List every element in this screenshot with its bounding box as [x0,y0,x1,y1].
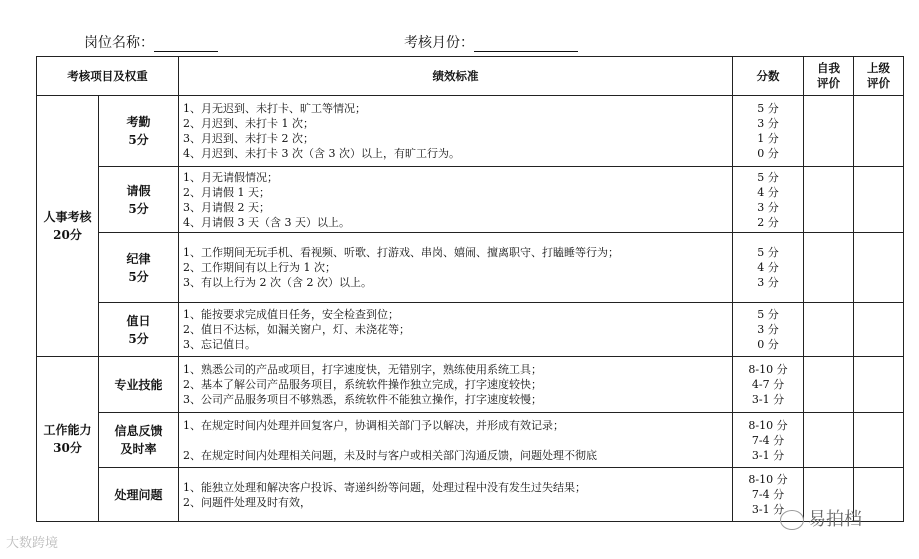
assessment-month-field [404,32,578,52]
score-line: 4 分 [757,185,779,199]
standard-cell [179,303,733,357]
table-row [37,468,904,522]
position-name-field [84,32,218,52]
header-standard: 绩效标准 [179,57,733,96]
superior-eval-cell[interactable] [854,96,904,167]
table-row [37,303,904,357]
table-row [37,167,904,233]
score-line: 3 分 [757,200,779,214]
score-line: 8-10 分 [748,363,788,376]
score-line: 4 分 [757,261,779,274]
standard-line: 3、有以上行为 2 次（含 2 次）以上。 [183,276,372,289]
standard-line: 4、月迟到、未打卡 3 次（含 3 次）以上，有旷工行为。 [183,147,460,160]
standard-line: 2、问题件处理及时有效， [183,495,311,509]
score-line: 5 分 [757,102,779,115]
score-line: 5 分 [757,308,779,321]
score-line: 0 分 [757,338,779,351]
table-row [37,357,904,413]
table-header-row [37,57,904,96]
standard-line: 2、月迟到、未打卡 1 次； [183,117,314,130]
position-name-blank[interactable] [154,37,218,52]
score-line: 7-4 分 [751,488,785,501]
standard-line: 1、工作期间无玩手机、看视频、听歌、打游戏、串岗、嬉闹、擅离职守、打瞌睡等行为； [183,246,619,259]
score-cell [733,96,804,167]
standard-line: 2、值日不达标，如漏关窗户，灯、未浇花等； [183,323,410,336]
header-score: 分数 [733,57,804,96]
header-item: 考核项目及权重 [37,57,179,96]
standard-line: 2、工作期间有以上行为 1 次； [183,261,336,274]
watermark-left: 大数跨境 [6,536,59,551]
self-eval-cell[interactable] [804,357,854,413]
score-line: 1 分 [757,132,779,145]
standard-line: 1、能独立处理和解决客户投诉、寄递纠纷等问题，处理过程中没有发生过失结果； [183,480,586,494]
standard-line: 2、基本了解公司产品服务项目，系统软件操作独立完成，打字速度较快； [183,378,542,391]
score-line: 2 分 [757,215,779,229]
self-eval-cell[interactable] [804,96,854,167]
score-cell [733,233,804,303]
standard-cell [179,468,733,522]
assessment-month-blank[interactable] [474,37,578,52]
standard-cell [179,413,733,468]
wechat-icon [780,510,804,530]
score-line: 8-10 分 [748,418,788,432]
item-name-cell: 考勤 5分 [99,96,179,167]
superior-eval-cell[interactable] [854,233,904,303]
score-line: 3-1 分 [751,448,785,462]
score-cell [733,303,804,357]
standard-cell [179,167,733,233]
item-name-cell: 请假 5分 [99,167,179,233]
score-line: 4-7 分 [751,378,785,391]
table-row [37,413,904,468]
self-eval-cell[interactable] [804,303,854,357]
superior-eval-cell[interactable] [854,413,904,468]
standard-line: 4、月请假 3 天（含 3 天）以上。 [183,215,350,229]
standard-line: 2、月请假 1 天； [183,185,270,199]
superior-eval-cell[interactable] [854,357,904,413]
score-line: 3-1 分 [751,503,785,516]
standard-line: 2、在规定时间内处理相关问题，未及时与客户或相关部门沟通反馈，问题处理不彻底 [183,448,597,462]
item-name-cell: 纪律 5分 [99,233,179,303]
assessment-month-label: 考核月份： [404,35,474,51]
score-line: 8-10 分 [748,473,788,486]
category-cell: 工作能力 30分 [37,357,99,522]
self-eval-cell[interactable] [804,167,854,233]
position-name-label: 岗位名称： [84,35,154,51]
category-cell: 人事考核 20分 [37,96,99,357]
score-cell [733,357,804,413]
standard-line: 1、能按要求完成值日任务，安全检查到位； [183,308,399,321]
self-eval-cell[interactable] [804,233,854,303]
item-name-cell: 专业技能 [99,357,179,413]
score-line: 7-4 分 [751,433,785,447]
standard-line: 1、月无迟到、未打卡、旷工等情况； [183,102,366,115]
score-line: 3 分 [757,323,779,336]
standard-cell [179,357,733,413]
performance-table [36,56,904,522]
header-superior-eval: 上级 评价 [854,57,904,96]
standard-line: 3、月迟到、未打卡 2 次； [183,132,314,145]
superior-eval-cell[interactable] [854,303,904,357]
standard-line: 3、月请假 2 天； [183,200,270,214]
standard-line [183,433,728,448]
standard-line: 1、熟悉公司的产品或项目，打字速度快，无错别字，熟练使用系统工具； [183,363,542,376]
standard-cell [179,96,733,167]
standard-line: 3、忘记值日。 [183,338,256,351]
standard-line: 1、在规定时间内处理并回复客户，协调相关部门予以解决，并形成有效记录； [183,418,564,432]
watermark-right [780,505,862,531]
score-line: 0 分 [757,147,779,160]
score-cell [733,413,804,468]
item-name-cell: 值日 5分 [99,303,179,357]
item-name-cell: 处理问题 [99,468,179,522]
score-line: 3 分 [757,117,779,130]
self-eval-cell[interactable] [804,413,854,468]
table-row [37,233,904,303]
score-line: 3-1 分 [751,393,785,406]
score-line: 3 分 [757,276,779,289]
score-cell [733,167,804,233]
standard-cell [179,233,733,303]
score-line: 5 分 [757,170,779,184]
table-row [37,96,904,167]
item-name-cell: 信息反馈 及时率 [99,413,179,468]
score-line: 5 分 [757,246,779,259]
superior-eval-cell[interactable] [854,167,904,233]
standard-line: 3、公司产品服务项目不够熟悉，系统软件不能独立操作，打字速度较慢； [183,393,542,406]
header-self-eval: 自我 评价 [804,57,854,96]
watermark-right-text: 易拍档 [808,509,862,530]
standard-line: 1、月无请假情况； [183,170,278,184]
